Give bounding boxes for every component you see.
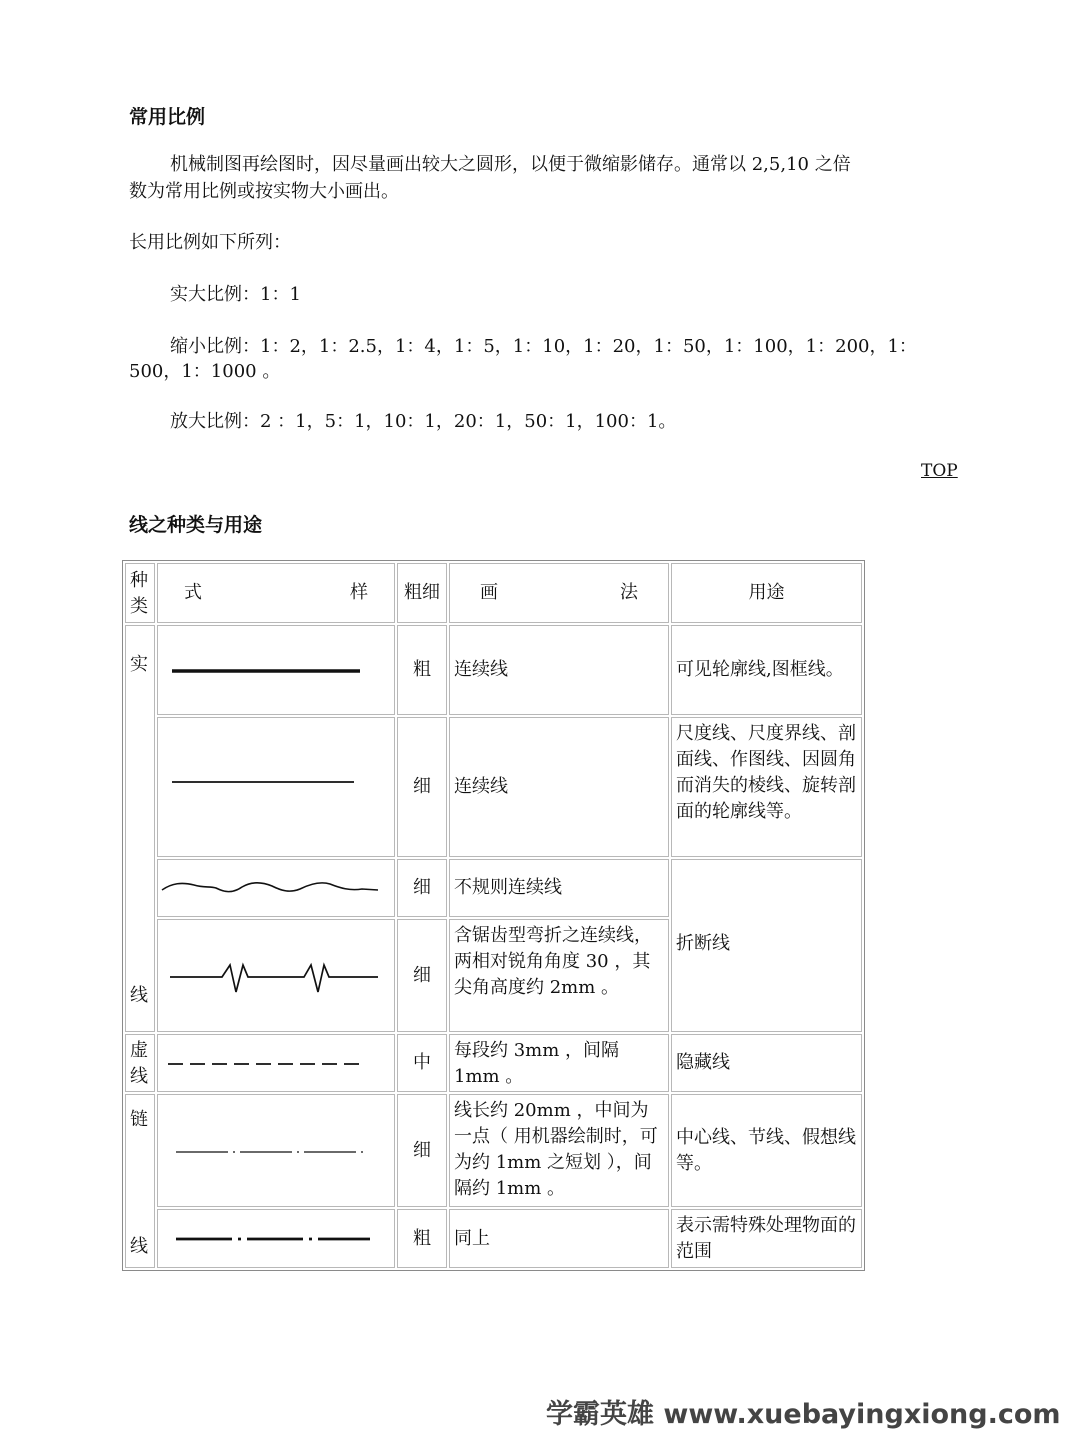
group-dashed-bottom: 线: [130, 1066, 148, 1087]
group-chain-bottom: 线: [130, 1236, 148, 1257]
row-usage: 表示需特殊处理物面的范围: [671, 1209, 862, 1268]
row-usage: 尺度线、尺度界线、剖面线、作图线、因圆角而消失的棱线、旋转剖面的轮廓线等。: [671, 717, 862, 857]
row-usage-break-line: 折断线: [671, 859, 862, 1032]
irregular-line-sample: [158, 860, 394, 916]
group-solid-bottom: 线: [130, 985, 148, 1006]
style-sample-thick-chain: [157, 1209, 395, 1268]
row-method: 每段约 3mm ，间隔 1mm 。: [449, 1034, 669, 1092]
top-link[interactable]: TOP: [921, 461, 958, 481]
group-solid-top: 实: [130, 654, 148, 675]
group-dashed-line: [125, 1034, 155, 1092]
row-thickness: 细: [397, 717, 447, 857]
row-method: 连续线: [449, 717, 669, 857]
row-usage: 隐藏线: [671, 1034, 862, 1092]
style-sample-zigzag: [157, 919, 395, 1032]
style-sample-thick-continuous: [157, 625, 395, 715]
group-solid-line: [125, 625, 155, 1032]
header-method-right: 法: [620, 582, 638, 603]
row-thickness: 细: [397, 919, 447, 1032]
group-chain-top: 链: [130, 1109, 148, 1130]
style-sample-thin-continuous: [157, 717, 395, 857]
group-dashed-top: 虚: [130, 1040, 148, 1061]
section-heading-scale: 常用比例: [129, 106, 206, 128]
paragraph-line: 数为常用比例或按实物大小画出。: [129, 181, 399, 202]
row-method: 同上: [449, 1209, 669, 1268]
enlarge-scale-item: 放大比例：2 ：1，5：1，10：1，20：1，50：1，100：1。: [170, 411, 677, 432]
style-sample-thin-chain: [157, 1094, 395, 1207]
actual-scale-item: 实大比例：1：1: [170, 284, 301, 305]
row-method: 连续线: [449, 625, 669, 715]
row-usage: 可见轮廓线,图框线。: [671, 625, 862, 715]
paragraph-line: 机械制图再绘图时，因尽量画出较大之圆形，以便于微缩影储存。通常以 2,5,10 之倍: [170, 154, 851, 175]
header-style-left: 式: [184, 582, 202, 603]
section-heading-lines: 线之种类与用途: [129, 514, 263, 536]
header-thickness: 粗细: [397, 563, 447, 623]
row-thickness: 粗: [397, 1209, 447, 1268]
zigzag-line-sample: [158, 920, 394, 1031]
watermark: 学霸英雄 www.xuebayingxiong.com: [546, 1399, 1061, 1430]
reduce-scale-item-cont: 500，1：1000 。: [129, 361, 281, 382]
reduce-scale-item: 缩小比例：1：2，1：2.5，1：4，1：5，1：10，1：20，1：50，1：100，1：200，1：: [170, 336, 917, 357]
row-thickness: 细: [397, 1094, 447, 1207]
style-sample-dashed: [157, 1034, 395, 1092]
header-style: [157, 563, 395, 623]
row-method: 线长约 20mm ，中间为一点（ 用机器绘制时，可为约 1mm 之短划 ），间隔约 1mm 。: [449, 1094, 669, 1207]
thick-line-sample: [158, 626, 394, 714]
thick-chain-line-sample: [158, 1210, 394, 1267]
header-kind-char: 种: [130, 570, 148, 591]
header-kind: [125, 563, 155, 623]
thin-chain-line-sample: [158, 1095, 394, 1206]
dashed-line-sample: [158, 1035, 394, 1091]
row-method: 含锯齿型弯折之连续线，两相对锐角角度 30 ，其尖角高度约 2mm 。: [449, 919, 669, 1032]
list-intro: 长用比例如下所列：: [129, 232, 291, 253]
group-chain-line: [125, 1094, 155, 1268]
thin-line-sample: [158, 718, 394, 856]
row-method: 不规则连续线: [449, 859, 669, 917]
row-thickness: 细: [397, 859, 447, 917]
style-sample-irregular: [157, 859, 395, 917]
header-method: [449, 563, 669, 623]
header-method-left: 画: [480, 582, 498, 603]
row-usage: 中心线、节线、假想线等。: [671, 1094, 862, 1207]
row-thickness: 中: [397, 1034, 447, 1092]
header-style-right: 样: [350, 582, 368, 603]
header-kind-char: 类: [130, 596, 148, 617]
row-thickness: 粗: [397, 625, 447, 715]
header-usage: 用途: [671, 563, 862, 623]
